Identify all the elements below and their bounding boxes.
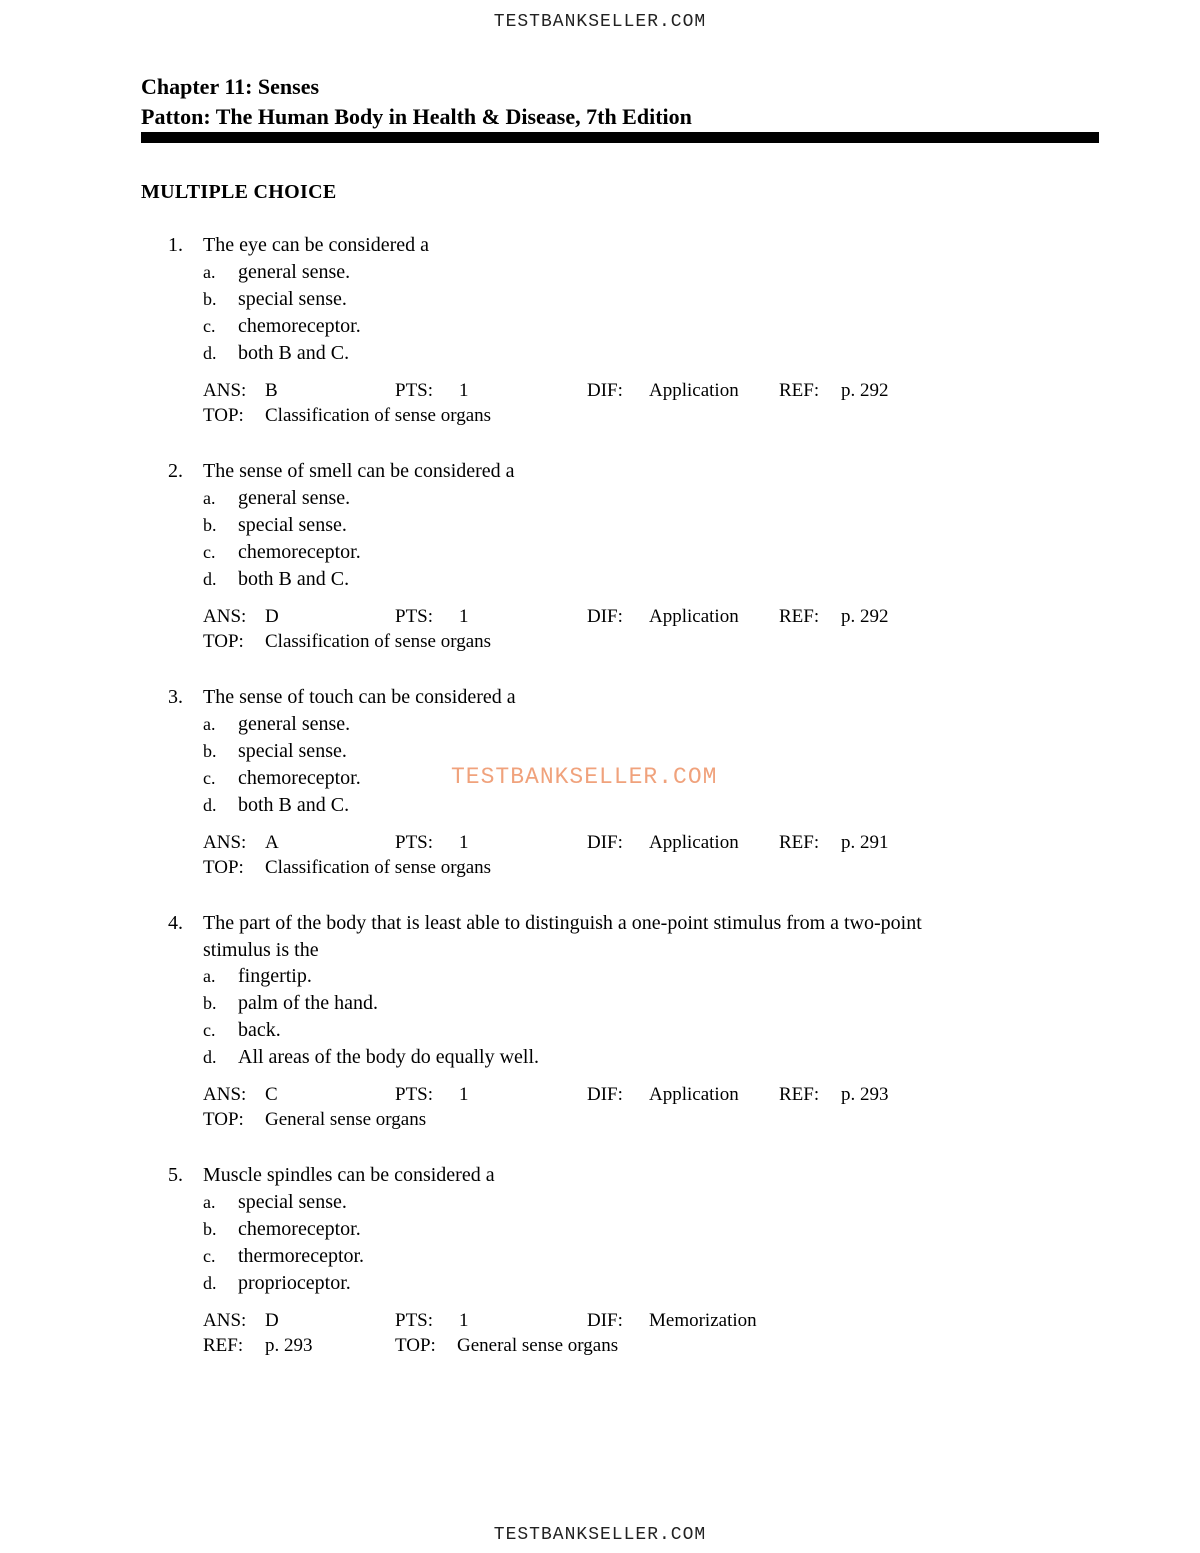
option-letter: d. [203,1272,217,1293]
option-letter: b. [203,288,217,309]
option-letter: c. [203,1245,216,1266]
option-letter: a. [203,966,216,986]
ans-label: ANS: [203,831,247,853]
question-text: The sense of touch can be considered a [203,686,516,708]
option-b [203,286,1068,313]
option-letter: d. [203,794,217,815]
option-letter: d. [203,568,217,589]
pts-label: PTS: [395,379,434,401]
option-d [203,1044,1068,1071]
option-a [203,963,1068,990]
question-number: 3. [168,686,183,708]
watermark-middle: TESTBANKSELLER.COM [451,764,718,790]
ref-value: p. 292 [841,605,889,627]
watermark-top: TESTBANKSELLER.COM [493,12,707,32]
question-text-line-1: The part of the body that is least able to distinguish a one-point stimulus from a two-point [203,912,922,934]
top-label: TOP: [203,630,244,652]
pts-label: PTS: [395,605,434,627]
dif-label: DIF: [587,605,623,627]
question-4 [168,910,1068,1134]
answer-meta [203,1310,1068,1360]
option-b [203,738,1068,765]
section-title: MULTIPLE CHOICE [141,181,337,203]
dif-label: DIF: [587,1084,623,1105]
option-c [203,313,1068,340]
document-header [141,72,1099,143]
question-text-line-2: stimulus is the [203,938,319,961]
ref-value: p. 293 [265,1334,313,1356]
dif-label: DIF: [587,379,623,401]
option-text: fingertip. [238,965,312,987]
question-text: The eye can be considered a [203,234,429,256]
option-text: general sense. [238,486,351,509]
option-letter: a. [203,487,216,508]
dif-label: DIF: [587,831,623,853]
ans-label: ANS: [203,1084,247,1105]
chapter-title: Chapter 11: Senses [141,74,320,99]
option-letter: a. [203,713,216,734]
option-text: proprioceptor. [238,1271,351,1294]
ans-value: A [265,831,279,853]
option-c [203,539,1068,566]
top-value: General sense organs [265,1109,427,1130]
ans-value: D [265,1309,279,1331]
ans-label: ANS: [203,379,247,401]
pts-value: 1 [459,1084,469,1105]
question-1 [168,232,1068,430]
option-a [203,1189,1068,1216]
option-d [203,1270,1068,1297]
option-letter: a. [203,261,216,282]
pts-value: 1 [459,379,469,401]
answer-meta [203,832,1068,882]
header-rule [141,132,1099,143]
question-number: 5. [168,1164,183,1186]
option-a [203,259,1068,286]
question-5 [168,1162,1068,1360]
option-a [203,711,1068,738]
ans-value: B [265,379,278,401]
option-letter: d. [203,342,217,363]
ans-value: C [265,1084,278,1105]
question-text: The sense of smell can be considered a [203,460,515,482]
option-text: special sense. [238,513,347,536]
top-label: TOP: [395,1334,436,1356]
ref-value: p. 291 [841,831,889,853]
option-text: special sense. [238,1190,347,1213]
pts-value: 1 [459,605,469,627]
option-text: both B and C. [238,341,350,364]
dif-label: DIF: [587,1309,623,1331]
answer-meta [203,606,1068,656]
option-letter: b. [203,514,217,535]
ref-value: p. 293 [841,1084,889,1105]
option-letter: d. [203,1047,217,1067]
option-text: All areas of the body do equally well. [238,1046,540,1068]
option-d [203,792,1068,819]
option-text: chemoreceptor. [238,540,361,563]
ref-label: REF: [779,605,820,627]
option-b [203,512,1068,539]
answer-meta [203,380,1068,430]
option-text: chemoreceptor. [238,314,361,337]
option-d [203,340,1068,367]
option-letter: c. [203,541,216,562]
option-letter: b. [203,740,217,761]
option-a [203,485,1068,512]
ref-label: REF: [203,1334,244,1356]
top-value: Classification of sense organs [265,856,492,878]
dif-value: Memorization [649,1309,757,1331]
ans-value: D [265,605,279,627]
answer-meta [203,1084,1068,1134]
ans-label: ANS: [203,1309,247,1331]
pts-label: PTS: [395,1084,434,1105]
option-text: general sense. [238,260,351,283]
pts-label: PTS: [395,831,434,853]
option-letter: a. [203,1191,216,1212]
option-d [203,566,1068,593]
option-letter: c. [203,767,216,788]
ref-label: REF: [779,1084,820,1105]
watermark-bottom: TESTBANKSELLER.COM [493,1525,707,1545]
ref-label: REF: [779,831,820,853]
dif-value: Application [649,605,739,627]
option-letter: b. [203,1218,217,1239]
option-text: thermoreceptor. [238,1244,365,1267]
dif-value: Application [649,831,739,853]
question-number: 4. [168,912,183,934]
top-value: Classification of sense organs [265,630,492,652]
option-text: both B and C. [238,567,350,590]
option-text: special sense. [238,739,347,762]
option-letter: c. [203,1020,216,1040]
question-number: 1. [168,234,183,256]
top-value: General sense organs [457,1334,619,1356]
option-text: chemoreceptor. [238,1217,361,1240]
option-c [203,1243,1068,1270]
option-text: special sense. [238,287,347,310]
pts-label: PTS: [395,1309,434,1331]
pts-value: 1 [459,1309,469,1331]
option-c [203,1017,1068,1044]
question-number: 2. [168,460,183,482]
option-text: chemoreceptor. [238,766,361,789]
dif-value: Application [649,1084,739,1105]
book-title: Patton: The Human Body in Health & Disease, 7th Edition [141,104,692,129]
ref-label: REF: [779,379,820,401]
option-text: palm of the hand. [238,992,378,1014]
question-2 [168,458,1068,656]
option-letter: b. [203,993,217,1013]
option-letter: c. [203,315,216,336]
top-label: TOP: [203,1109,244,1130]
pts-value: 1 [459,831,469,853]
option-text: back. [238,1019,281,1041]
dif-value: Application [649,379,739,401]
option-text: general sense. [238,712,351,735]
option-b [203,1216,1068,1243]
top-label: TOP: [203,856,244,878]
top-label: TOP: [203,404,244,426]
top-value: Classification of sense organs [265,404,492,426]
option-b [203,990,1068,1017]
option-text: both B and C. [238,793,350,816]
question-text: Muscle spindles can be considered a [203,1164,495,1186]
ref-value: p. 292 [841,379,889,401]
ans-label: ANS: [203,605,247,627]
